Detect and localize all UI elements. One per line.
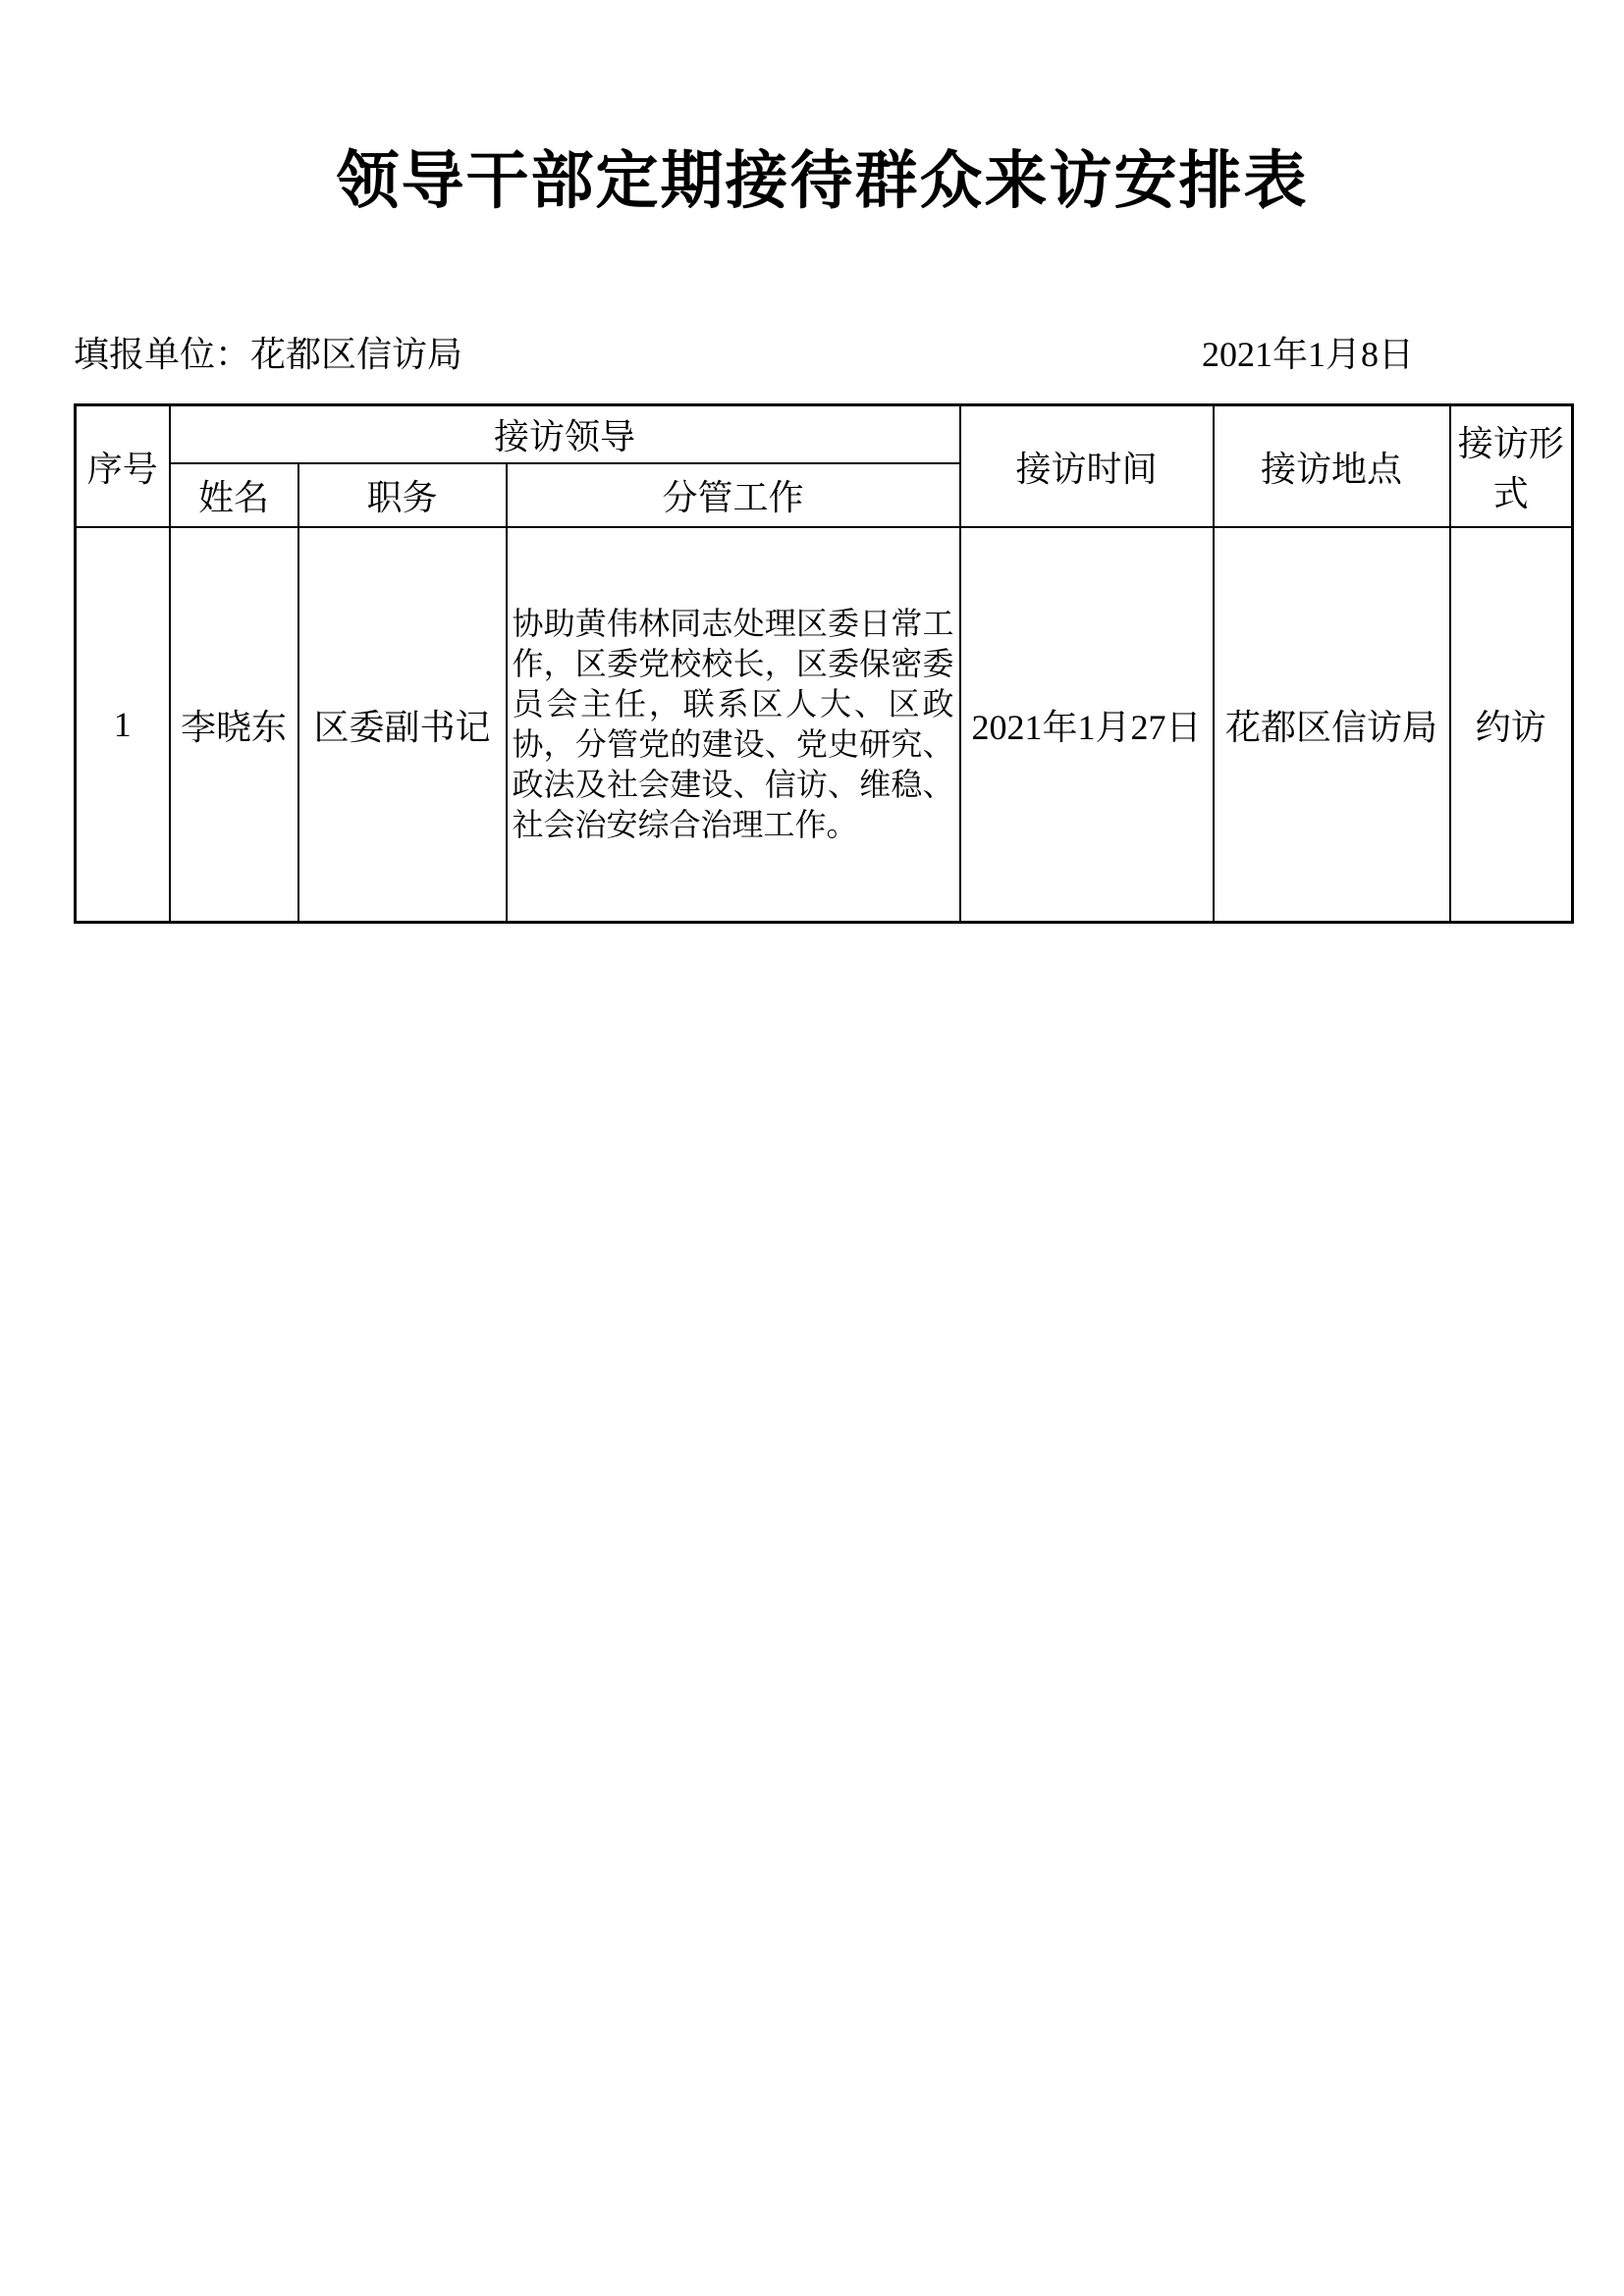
header-format: 接访形式	[1450, 404, 1573, 527]
cell-position: 区委副书记	[298, 527, 507, 922]
header-location: 接访地点	[1214, 404, 1450, 527]
table-row	[76, 527, 1573, 922]
report-date: 2021年1月8日	[1201, 334, 1414, 374]
header-position: 职务	[298, 463, 507, 527]
cell-name: 李晓东	[170, 527, 298, 922]
cell-location: 花都区信访局	[1214, 527, 1450, 922]
header-index: 序号	[76, 404, 170, 527]
cell-duties	[507, 527, 960, 922]
page-title: 领导干部定期接待群众来访安排表	[336, 146, 1309, 216]
report-unit: 填报单位：花都区信访局	[74, 334, 463, 374]
cell-format: 约访	[1450, 527, 1573, 922]
document-content	[74, 0, 1571, 924]
cell-time: 2021年1月27日	[960, 527, 1214, 922]
header-leaders-group: 接访领导	[170, 404, 960, 463]
cell-index: 1	[76, 527, 170, 922]
header-row-top	[76, 404, 1573, 463]
report-info-row	[74, 334, 1571, 376]
duties-paragraph: 协助黄伟林同志处理区委日常工作，区委党校校长，区委保密委员会主任，联系区人大、区政协，分管党的建设、党史研究、政法及社会建设、信访、维稳、社会治安综合治理工作。	[512, 606, 954, 843]
header-time: 接访时间	[960, 404, 1214, 527]
header-duties: 分管工作	[507, 463, 960, 527]
header-name: 姓名	[170, 463, 298, 527]
reception-schedule-table	[74, 403, 1574, 924]
